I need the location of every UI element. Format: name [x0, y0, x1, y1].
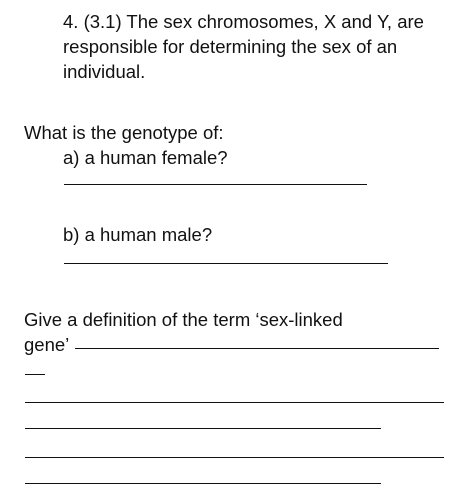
question-line-2: responsible for determining the sex of an: [63, 36, 398, 57]
answer-line-definition-4[interactable]: [25, 457, 444, 458]
definition-prompt-line-1: Give a definition of the term ‘sex-linked: [24, 309, 343, 330]
answer-line-definition-3[interactable]: [25, 428, 381, 429]
answer-line-female[interactable]: [64, 184, 367, 185]
answer-line-definition-2[interactable]: [25, 402, 444, 403]
question-line-3: individual.: [63, 61, 146, 82]
answer-line-definition-1-wrap[interactable]: [25, 374, 45, 375]
definition-prompt-line-2: gene’: [24, 334, 70, 355]
answer-line-male[interactable]: [64, 263, 388, 264]
answer-line-definition-1[interactable]: [75, 348, 439, 349]
genotype-prompt: What is the genotype of:: [24, 122, 224, 143]
genotype-part-a: a) a human female?: [63, 147, 228, 168]
answer-line-definition-5[interactable]: [25, 483, 381, 484]
question-line-1: 4. (3.1) The sex chromosomes, X and Y, are: [63, 11, 424, 32]
genotype-part-b: b) a human male?: [63, 224, 213, 245]
